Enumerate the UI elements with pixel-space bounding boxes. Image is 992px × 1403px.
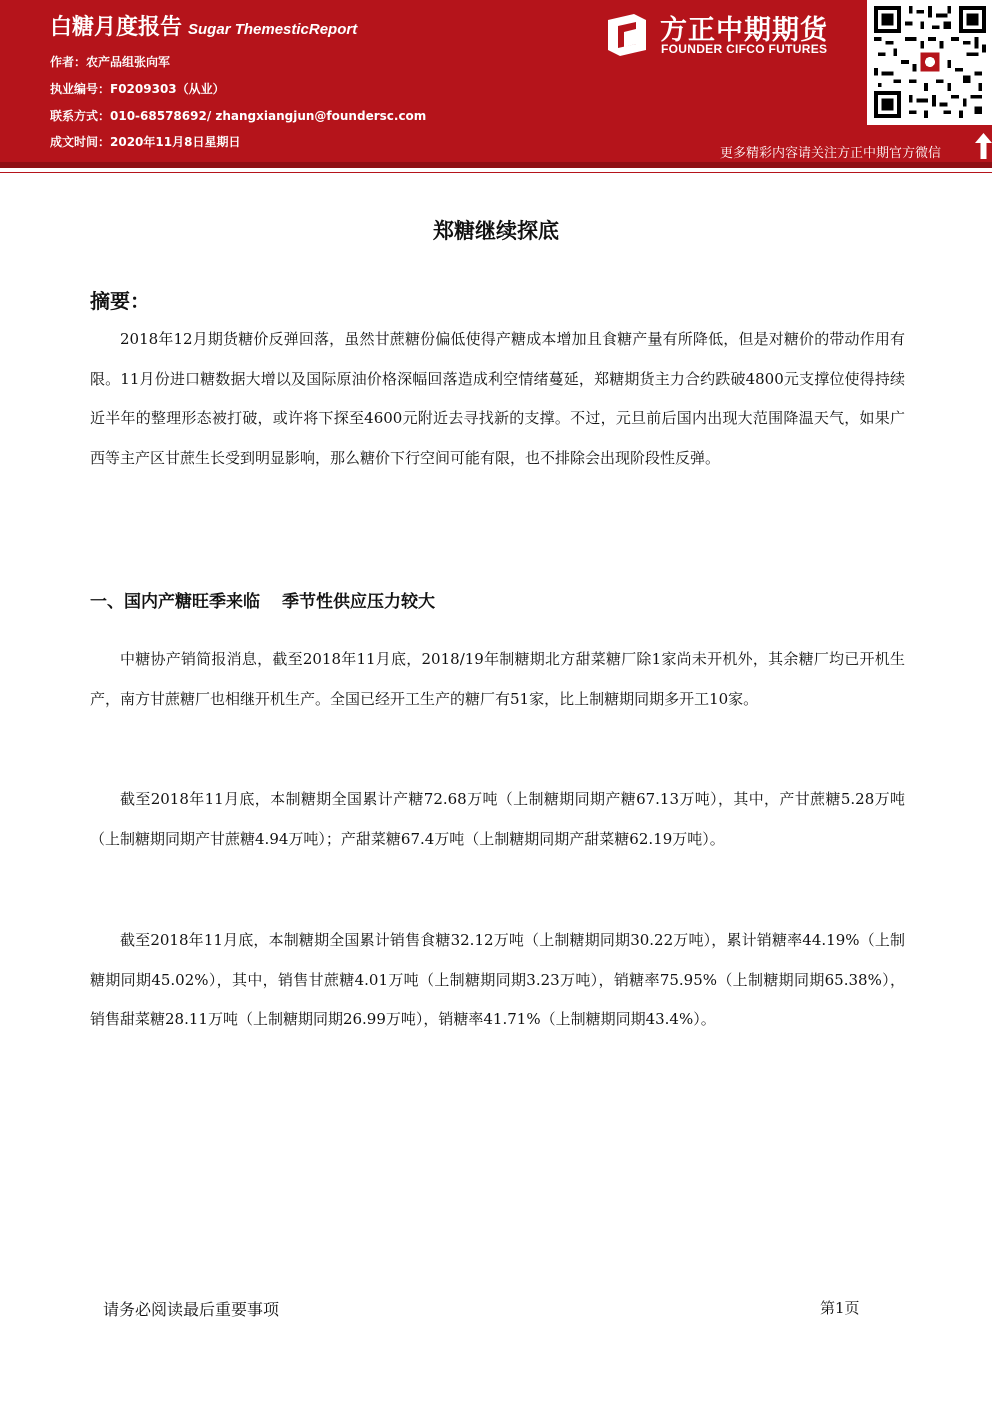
contact-line: 联系方式：010-68578692/ zhangxiangjun@foundersc.com: [50, 109, 427, 123]
page-number: 第1页: [820, 1299, 860, 1317]
summary-heading: 摘要：: [90, 289, 150, 313]
section-heading-part-a: 国内产糖旺季来临: [124, 592, 260, 612]
company-name-en: FOUNDER CIFCO FUTURES: [661, 42, 828, 56]
license-line: 执业编号：F0209303（从业）: [50, 82, 225, 96]
footer-notice: 请务必阅读最后重要事项: [103, 1300, 280, 1319]
wechat-follow-note: 更多精彩内容请关注方正中期官方微信: [720, 146, 942, 161]
date-line: 成文时间：2020年11月8日星期日: [50, 135, 241, 149]
summary-paragraph: 2018年12月期货糖价反弹回落，虽然甘蔗糖份偏低使得产糖成本增加且食糖产量有所降低，但是对糖价的带动作用有限。11月份进口糖数据大增以及国际原油价格深幅回落造成利空情绪蔓延，郑糖期货主力合约跌破4800元支撑位使得持续近半年的整理形态被打破，或许将下探至4600元附近去寻找新的支撑。不过，元旦前后国内出现大范围降温天气，如果广西等主产区甘蔗生长受到明显影响，那么糖价下行空间可能有限，也不排除会出现阶段性反弹。: [90, 330, 905, 467]
company-name-cn: 方正中期期货: [660, 15, 828, 46]
section-heading: [90, 587, 435, 612]
qr-code-icon: [874, 6, 986, 118]
author-line: 作者：农产品组张向军: [50, 55, 171, 69]
report-title: [50, 10, 357, 41]
section-paragraph-2: 截至2018年11月底，本制糖期全国累计产糖72.68万吨（上制糖期同期产糖67.13万吨），其中，产甘蔗糖5.28万吨（上制糖期同期产甘蔗糖4.94万吨）；产甜菜糖67.4万吨（上制糖期同期产甜菜糖62.19万吨）。: [90, 790, 905, 848]
company-logo: [604, 8, 854, 64]
header-thin-divider: [0, 172, 992, 173]
wechat-qr-code[interactable]: [867, 0, 992, 125]
report-title-cn: 白糖月度报告: [50, 15, 183, 40]
founder-logo-icon: [604, 10, 650, 56]
section-paragraph-1: 中糖协产销简报消息，截至2018年11月底，2018/19年制糖期北方甜菜糖厂除1家尚未开机外，其余糖厂均已开机生产，南方甘蔗糖厂也相继开机生产。全国已经开工生产的糖厂有51家，比上制糖期同期多开工10家。: [90, 650, 905, 708]
document-title: 郑糖继续探底: [433, 219, 559, 243]
header-divider: [0, 162, 992, 168]
report-header-banner: [0, 0, 992, 162]
section-paragraph-3: 截至2018年11月底，本制糖期全国累计销售食糖32.12万吨（上制糖期同期30.22万吨），累计销糖率44.19%（上制糖期同期45.02%），其中，销售甘蔗糖4.01万吨（上制糖期同期3.23万吨），销糖率75.95%（上制糖期同期65.38%），销售甜菜糖28.11万吨（上制糖期同期26.99万吨），销糖率41.71%（上制糖期同期43.4%）。: [90, 931, 905, 1028]
report-title-en: Sugar ThemesticReport: [188, 21, 358, 38]
section-number: 一、: [90, 592, 124, 612]
section-heading-part-b: 季节性供应压力较大: [282, 592, 435, 612]
up-arrow-icon: [975, 133, 992, 159]
